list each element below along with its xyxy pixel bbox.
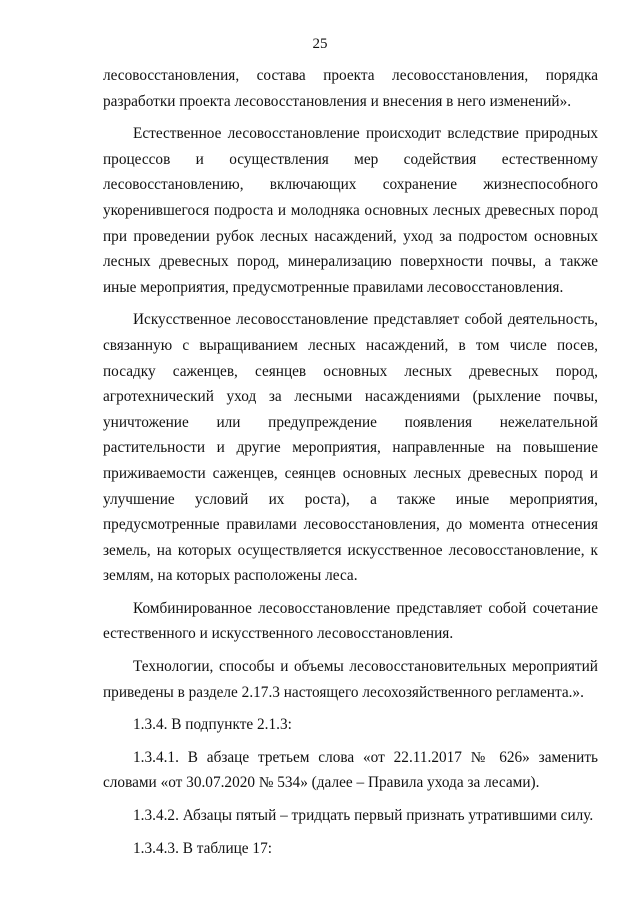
paragraph-combined-reforestation: Комбинированное лесовосстановление представляет собой сочетание естественного и искусственного лесовосстановления.	[103, 599, 598, 643]
clause-1-3-4-2: 1.3.4.2. Абзацы пятый – тридцать первый признать утратившими силу.	[133, 807, 594, 825]
clause-1-3-4-1: 1.3.4.1. В абзаце третьем слова «от 22.11.2017 № 626» заменить словами «от 30.07.2020 № 534» (далее – Правила ухода за лесами).	[103, 748, 598, 792]
page-number: 25	[312, 36, 328, 52]
paragraph-continuation: лесовосстановления, состава проекта лесовосстановления, порядка разработки проекта лесовосстановления и внесения в него изменений».	[103, 67, 598, 110]
clause-1-3-4: 1.3.4. В подпункте 2.1.3:	[133, 716, 292, 734]
paragraph-technologies: Технологии, способы и объемы лесовосстановительных мероприятий приведены в разделе 2.17.3 настоящего лесохозяйственного регламента.».	[103, 658, 598, 701]
document-body	[103, 63, 598, 861]
paragraph-natural-reforestation: Естественное лесовосстановление происходит вследствие природных процессов и осуществления мер содействия естественному лесовосстановлению, включающих сохранение жизнеспособного укоренившегося подроста и молодняка основных лесных древесных пород при проведении рубок лесных насаждений, уход за подростом основных лесных древесных пород, минерализацию поверхности почвы, а также иные мероприятия, предусмотренные правилами лесовосстановления.	[103, 125, 598, 296]
clause-1-3-4-3: 1.3.4.3. В таблице 17:	[133, 839, 272, 857]
paragraph-artificial-reforestation: Искусственное лесовосстановление представляет собой деятельность, связанную с выращиванием лесных насаждений, в том числе посев, посадку саженцев, сеянцев основных лесных древесных пород, агротехнический уход за лесными насаждениями (рыхление почвы, уничтожение или предупреждение появления нежелательной растительности и другие мероприятия, направленные на повышение приживаемости саженцев, сеянцев основных лесных древесных пород и улучшение условий их роста), а также иные мероприятия, предусмотренные правилами лесовосстановления, до момента отнесения земель, на которых осуществляется искусственное лесовосстановление, к землям, на которых расположены леса.	[103, 311, 598, 585]
